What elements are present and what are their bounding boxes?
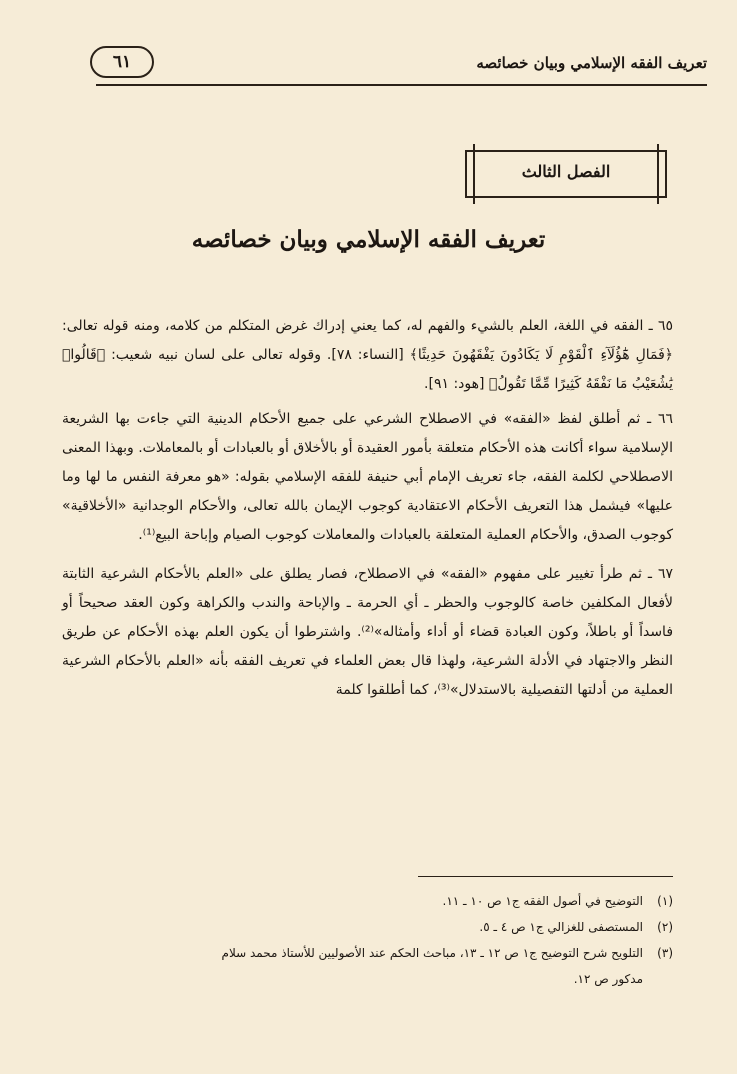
paragraph-65: ٦٥ ـ الفقه في اللغة، العلم بالشيء والفهم له، كما يعني إدراك غرض المتكلم من كلامه، ومنه قوله تعالى: ﴿فَمَالِ هَٰٓؤُلَآءِ ٱلْقَوْمِ لَا يَكَادُونَ يَفْقَهُونَ حَدِيثًا﴾ [النساء: ٧٨]. وقوله تعالى على لسان نبيه شعيب: ﴿قَالُوا۟ يَٰشُعَيْبُ مَا نَفْقَهُ كَثِيرًا مِّمَّا تَقُولُ﴾ [هود: ٩١]. [62,318,673,392]
footnote-text: التلويح شرح التوضيح ج١ ص ١٢ ـ ١٣، مباحث الحكم عند الأصوليين للأستاذ محمد سلام [221,946,643,960]
section-title: تعريف الفقه الإسلامي وبيان خصائصه [191,226,546,253]
footnote-number: (١) [657,894,673,908]
footnotes [62,888,673,992]
paragraph-66: ٦٦ ـ ثم أطلق لفظ «الفقه» في الاصطلاح الشرعي على جميع الأحكام الدينية التي جاءت بها الشريعة الإسلامية سواء أكانت هذه الأحكام متعلقة بأمور العقيدة أو بالأخلاق أو بالعبادات أو بالمعاملات. وبهذا المعنى الاصطلاحي لكلمة الفقه، جاء تعريف الإمام أبي حنيفة للفقه الإسلامي بقوله: «هو معرفة النفس ما لها وما عليها» فيشمل هذا التعريف الأحكام الاعتقادية كوجوب الإيمان بالله تعالى، والأحكام الوجدانية «الأخلاقية» كوجوب الصدق، والأحكام العملية المتعلقة بالعبادات والمعاملات كوجوب الصيام وإباحة البيع⁽¹⁾. [62,411,673,543]
running-header [96,40,707,86]
footnote-3 [62,940,673,966]
footnote-text: المستصفى للغزالي ج١ ص ٤ ـ ٥. [479,920,643,934]
chapter-label: الفصل الثالث [521,162,611,181]
footnote-text: التوضيح في أصول الفقه ج١ ص ١٠ ـ ١١. [442,894,643,908]
footnote-1 [62,888,673,914]
body-text [62,312,673,715]
footnote-3-continuation: مدكور ص ١٢. [573,972,643,986]
footnote-number: (٢) [657,920,673,934]
page-number: ٦١ [90,46,154,78]
footnote-number: (٣) [657,946,673,960]
running-header-title: تعريف الفقه الإسلامي وبيان خصائصه [476,54,707,72]
footnote-2 [62,914,673,940]
paragraph-67: ٦٧ ـ ثم طرأ تغيير على مفهوم «الفقه» في الاصطلاح، فصار يطلق على «العلم بالأحكام الشرعية الثابتة لأفعال المكلفين خاصة كالوجوب والحظر ـ أي الحرمة ـ والإباحة والندب والكراهة وكون العقد صحيحاً أو فاسداً أو باطلاً، وكون العبادة قضاء أو أداء وأمثاله»⁽²⁾. واشترطوا أن يكون العلم بهذه الأحكام عن طريق النظر والاجتهاد في الأدلة الشرعية، ولهذا قال بعض العلماء في تعريف الفقه بأنه «العلم بالأحكام الشرعية العملية من أدلتها التفصيلية بالاستدلال»⁽³⁾، كما أطلقوا كلمة [62,566,674,698]
chapter-frame [465,150,667,198]
footnote-divider [418,876,673,877]
